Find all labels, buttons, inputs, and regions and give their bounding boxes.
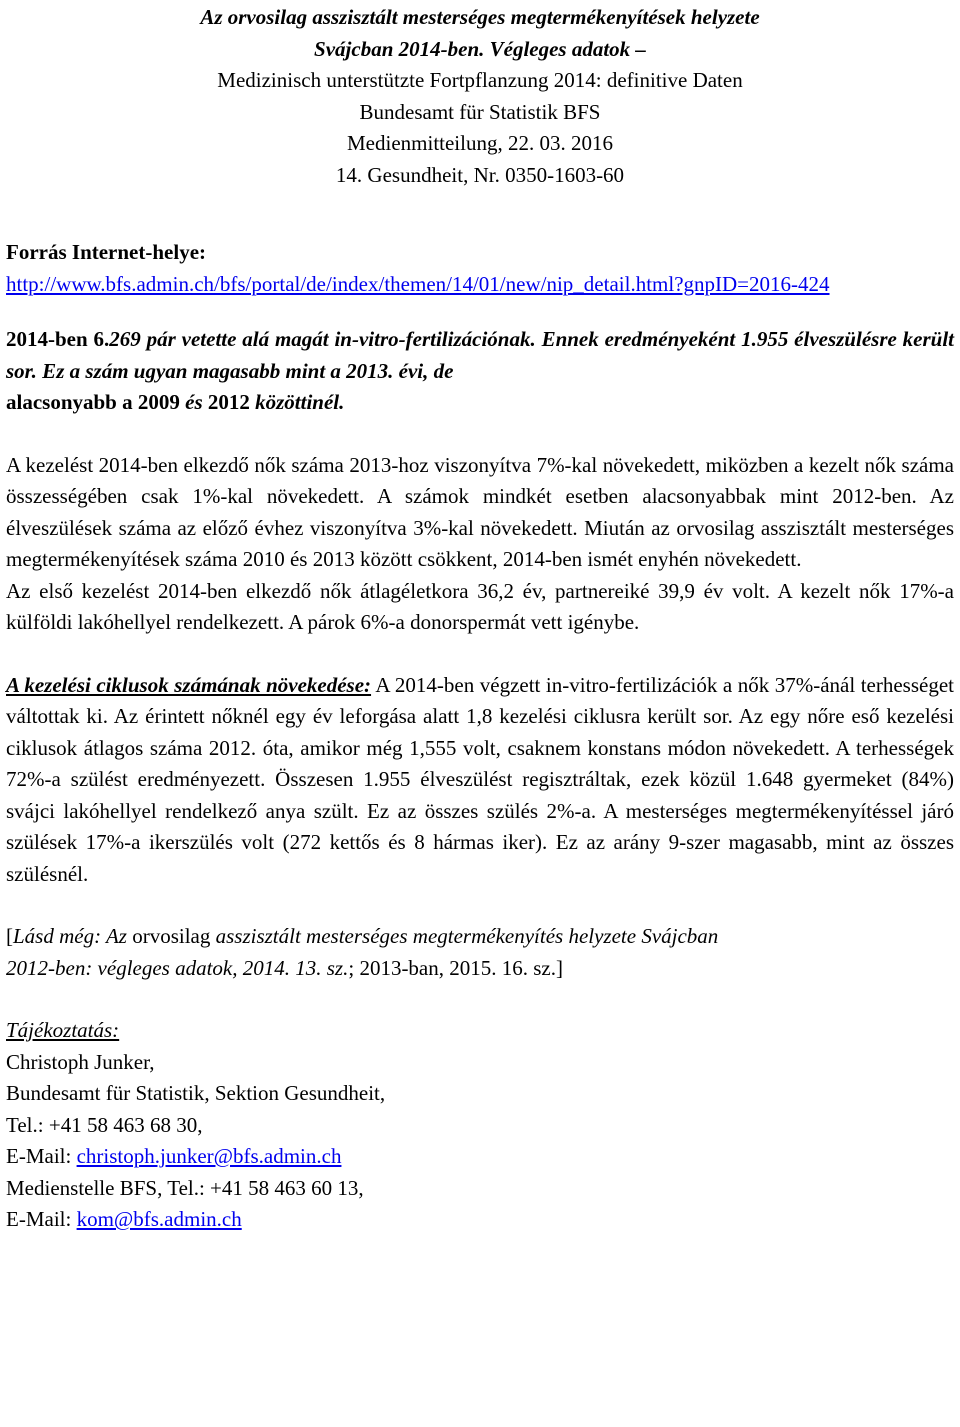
title-line-2: Svájcban 2014-ben. Végleges adatok –: [314, 36, 646, 61]
contact-name: Christoph Junker,: [6, 1049, 155, 1074]
contact-email-label: E-Mail:: [6, 1144, 77, 1168]
see-also-part-2: orvosilag: [126, 924, 216, 948]
media-email-line: [6, 1204, 954, 1236]
press-release-date: Medienmitteilung, 22. 03. 2016: [347, 131, 613, 155]
summary-paragraph: [6, 324, 954, 419]
media-email-link[interactable]: kom@bfs.admin.ch: [76, 1207, 242, 1231]
contact-phone: Tel.: +41 58 463 68 30,: [6, 1112, 203, 1137]
contact-email-line: [6, 1141, 954, 1173]
source-url-block: [6, 269, 954, 301]
summary-part-1: 2014-ben 6.: [6, 327, 110, 351]
summary-part-2: 269 pár vetette alá magát in-vitro-fertilizációnak. Ennek eredményeként 1.955 élveszülésre került sor. Ez a szám ugyan magasabb mint a 2013. évi, de: [6, 327, 954, 383]
see-also-open: [: [6, 924, 13, 948]
title-line-1: Az orvosilag asszisztált mesterséges megtermékenyítések helyzete: [200, 5, 760, 29]
summary-part-6: közöttinél.: [249, 390, 345, 414]
paragraph-cycles: [6, 670, 954, 891]
contact-heading: Tájékoztatás:: [6, 1018, 120, 1042]
paragraph-treatment: A kezelést 2014-ben elkezdő nők száma 2013-hoz viszonyítva 7%-kal növekedett, miközben a kezelt nők száma összességében csak 1%-kal növekedett. A számok mindkét esetben alacsonyabbak mint 2012-ben. Az élveszülések száma az előző évhez viszonyítva 3%-kal növekedett. Miután az orvosilag asszisztált mesterséges megtermékenyítések száma 2010 és 2013 között csökkent, 2014-ben ismét enyhén növekedett.: [6, 452, 954, 571]
cycles-heading: A kezelési ciklusok számának növekedése:: [6, 672, 372, 697]
see-also-part-1: Lásd még: Az: [13, 924, 127, 948]
see-also-paragraph: [6, 921, 954, 984]
summary-part-3: alacsonyabb a 2009: [6, 390, 180, 414]
summary-part-4: és: [179, 390, 208, 414]
release-number: 14. Gesundheit, Nr. 0350-1603-60: [335, 162, 625, 187]
see-also-part-3: asszisztált mesterséges megtermékenyítés helyzete Svájcban: [215, 924, 719, 948]
contact-block: [6, 1015, 954, 1236]
contact-org: Bundesamt für Statistik, Sektion Gesundheit,: [6, 1081, 386, 1105]
cycles-text: A 2014-ben végzett in-vitro-fertilizációk a nők 37%-ánál terhességet váltottak ki. Az érintett nőknél egy év leforgása alatt 1,8 kezelési ciklusra került sor. Az egy nőre eső kezelési ciklusok átlagos száma 2012. óta, amikor még 1,555 volt, csaknem konstans módon növekedett. A terhességek 72%-a szülést eredményezett. Összesen 1.955 élveszülést regisztráltak, ezek közül 1.648 gyermeket (84%) svájci lakóhellyel rendelkező anya szült. Ez az összes szülés 2%-a. A mesterséges megtermékenyítéssel járó szülések 17%-a ikerszülés volt (272 kettős és 8 hármas iker). Ez az arány 9-szer magasabb, mint az összes szülésnél.: [6, 672, 954, 886]
summary-part-5: 2012: [207, 390, 250, 414]
source-label: Forrás Internet-helye:: [6, 240, 207, 264]
publisher: Bundesamt für Statistik BFS: [359, 99, 601, 124]
document-header: [6, 2, 954, 191]
media-email-label: E-Mail:: [6, 1207, 77, 1231]
media-office: Medienstelle BFS, Tel.: +41 58 463 60 13,: [6, 1175, 364, 1200]
see-also-part-4: 2012-ben: végleges adatok, 2014. 13. sz.: [6, 955, 349, 980]
see-also-part-5: ; 2013-ban, 2015. 16. sz.]: [348, 955, 563, 980]
title-line-3: Medizinisch unterstützte Fortpflanzung 2014: definitive Daten: [217, 68, 743, 92]
source-url-link[interactable]: http://www.bfs.admin.ch/bfs/portal/de/index/themen/14/01/new/nip_detail.html?gnpID=2016-424: [6, 271, 830, 296]
paragraph-age: Az első kezelést 2014-ben elkezdő nők átlagéletkora 36,2 év, partnereiké 39,9 év volt. A kezelt nők 17%-a külföldi lakóhellyel rendelkezett. A párok 6%-a donorspermát vett igénybe.: [6, 578, 954, 634]
contact-email-link[interactable]: christoph.junker@bfs.admin.ch: [76, 1144, 342, 1168]
